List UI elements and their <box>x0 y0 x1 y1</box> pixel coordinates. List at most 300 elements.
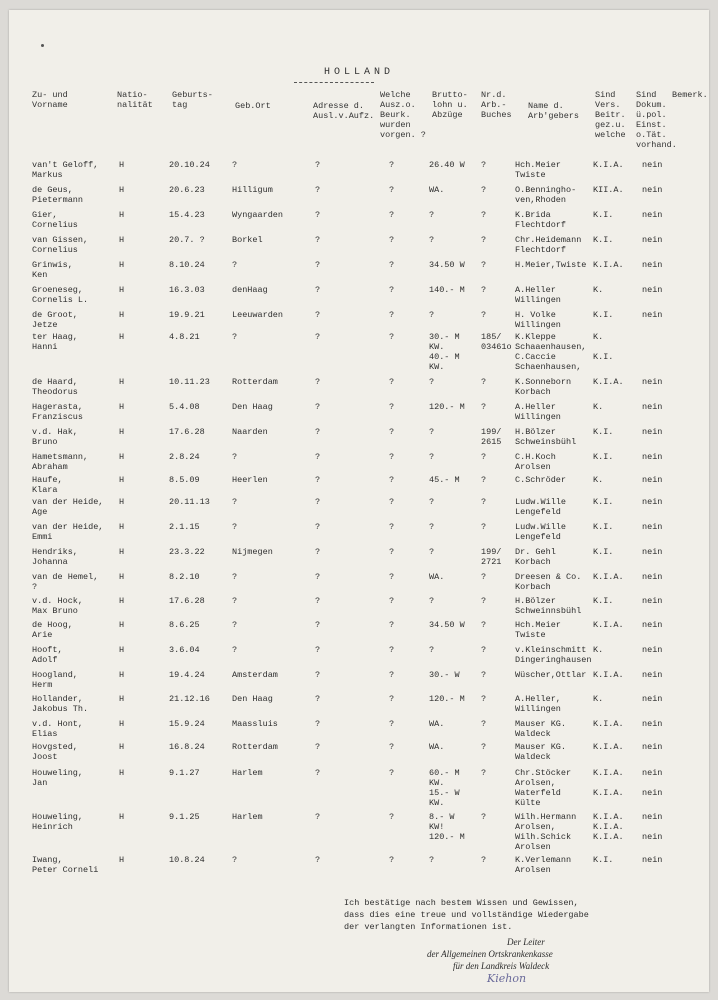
cell-nat: H <box>119 210 125 220</box>
cell-dob: 3.6.04 <box>169 645 200 655</box>
cell-cert: ? <box>389 185 395 195</box>
table-row <box>9 285 709 311</box>
cell-book: 185/ 03461o <box>481 332 512 352</box>
cell-place: Den Haag <box>232 402 273 412</box>
table-row <box>9 235 709 261</box>
cell-cert: ? <box>389 260 395 270</box>
cell-dob: 17.6.28 <box>169 427 205 437</box>
cell-emp: A.Heller Willingen <box>515 402 561 422</box>
cell-ins: K.I. <box>593 210 614 220</box>
cell-addr: ? <box>315 497 321 507</box>
cell-book: ? <box>481 719 487 729</box>
cell-book: ? <box>481 160 487 170</box>
cell-dob: 17.6.28 <box>169 596 205 606</box>
cell-name: van't Geloff, Markus <box>32 160 99 180</box>
cell-docs: nein nein <box>642 768 663 798</box>
cell-cert: ? <box>389 812 395 822</box>
cell-place: Maassluis <box>232 719 278 729</box>
cell-wage: 34.50 W <box>429 620 465 630</box>
cell-emp: O.Benninghо- ven,Rhoden <box>515 185 577 205</box>
cell-emp: K.Verlemann Arolsen <box>515 855 572 875</box>
cell-cert: ? <box>389 310 395 320</box>
cell-docs: nein <box>642 185 663 195</box>
cell-nat: H <box>119 452 125 462</box>
cell-docs: nein <box>642 427 663 437</box>
cell-ins: K.I. <box>593 452 614 462</box>
cell-docs: nein <box>642 719 663 729</box>
cell-nat: H <box>119 742 125 752</box>
table-row <box>9 160 709 186</box>
cell-cert: ? <box>389 547 395 557</box>
cell-place: ? <box>232 855 238 865</box>
cell-wage: ? <box>429 427 435 437</box>
cell-addr: ? <box>315 285 321 295</box>
cell-addr: ? <box>315 260 321 270</box>
cell-nat: H <box>119 285 125 295</box>
cell-book: ? <box>481 645 487 655</box>
signature-title: Der Leiter <box>507 937 545 947</box>
cell-addr: ? <box>315 427 321 437</box>
cell-name: v.d. Hock, Max Bruno <box>32 596 84 616</box>
cell-nat: H <box>119 855 125 865</box>
cell-place: Heerlen <box>232 475 268 485</box>
cell-cert: ? <box>389 427 395 437</box>
cell-dob: 20.11.13 <box>169 497 210 507</box>
cell-emp: A.Heller Willingen <box>515 285 561 305</box>
cell-wage: 26.40 W <box>429 160 465 170</box>
cell-book: ? <box>481 285 487 295</box>
cell-book: ? <box>481 235 487 245</box>
title-underline <box>294 82 374 83</box>
cell-wage: 8.- W KW! 120.- M <box>429 812 465 842</box>
cell-dob: 8.6.25 <box>169 620 200 630</box>
header-wage: Brutto- lohn u. Abzüge <box>432 90 468 120</box>
cell-docs: nein <box>642 670 663 680</box>
cell-nat: H <box>119 620 125 630</box>
cell-name: Hovgsted, Joost <box>32 742 78 762</box>
cell-cert: ? <box>389 596 395 606</box>
cell-place: ? <box>232 332 238 342</box>
cell-dob: 19.9.21 <box>169 310 205 320</box>
cell-docs: nein <box>642 402 663 412</box>
header-birthdate: Geburts- tag <box>172 90 213 110</box>
header-remarks: Bemerk. <box>672 90 708 100</box>
cell-place: Hilligum <box>232 185 273 195</box>
cell-name: Groeneseg, Cornelis L. <box>32 285 89 305</box>
cell-addr: ? <box>315 742 321 752</box>
cell-docs: nein <box>642 260 663 270</box>
cell-wage: ? <box>429 452 435 462</box>
cell-ins: K.I.A. <box>593 719 624 729</box>
cell-emp: K.Brida Flechtdorf <box>515 210 567 230</box>
cell-place: Wyngaarden <box>232 210 284 220</box>
cell-place: ? <box>232 497 238 507</box>
table-row <box>9 260 709 286</box>
cell-docs: nein <box>642 377 663 387</box>
cell-docs: nein <box>642 452 663 462</box>
cell-ins: K.I. <box>593 522 614 532</box>
cell-name: van Gissen, Cornelius <box>32 235 89 255</box>
cell-dob: 16.8.24 <box>169 742 205 752</box>
table-row <box>9 377 709 403</box>
cell-book: ? <box>481 377 487 387</box>
cell-name: Houweling, Heinrich <box>32 812 84 832</box>
cell-emp: Mauser KG. Waldeck <box>515 742 567 762</box>
cell-place: ? <box>232 260 238 270</box>
cell-book: ? <box>481 855 487 865</box>
cell-name: de Groot, Jetze <box>32 310 78 330</box>
table-row <box>9 694 709 720</box>
cell-addr: ? <box>315 402 321 412</box>
cell-wage: ? <box>429 522 435 532</box>
cell-nat: H <box>119 497 125 507</box>
cell-cert: ? <box>389 452 395 462</box>
cell-nat: H <box>119 812 125 822</box>
cell-cert: ? <box>389 694 395 704</box>
cell-name: Hollander, Jakobus Th. <box>32 694 89 714</box>
cell-dob: 23.3.22 <box>169 547 205 557</box>
cell-ins: K. <box>593 694 604 704</box>
header-birthplace: Geb.Ort <box>235 101 271 111</box>
cell-book: 199/ 2721 <box>481 547 502 567</box>
cell-ins: K.I. <box>593 855 614 865</box>
cell-name: Hoogland, Herm <box>32 670 78 690</box>
cell-ins: K.I.A. <box>593 377 624 387</box>
cell-dob: 9.1.25 <box>169 812 200 822</box>
cell-nat: H <box>119 377 125 387</box>
header-insurance: Sind Vers. Beitr. gez.u. welche <box>595 90 626 140</box>
cell-addr: ? <box>315 855 321 865</box>
cell-ins: K.I.A. <box>593 620 624 630</box>
cell-emp: C.Schröder <box>515 475 567 485</box>
cell-cert: ? <box>389 768 395 778</box>
cell-dob: 20.7. ? <box>169 235 205 245</box>
cell-book: ? <box>481 572 487 582</box>
cell-ins: K.I.A. <box>593 160 624 170</box>
cell-addr: ? <box>315 620 321 630</box>
cell-emp: Ludw.Wille Lengefeld <box>515 497 567 517</box>
cell-wage: WA. <box>429 572 445 582</box>
cell-addr: ? <box>315 719 321 729</box>
cell-wage: 30.- M KW. 40.- M KW. <box>429 332 460 372</box>
cell-name: ter Haag, Hanni <box>32 332 78 352</box>
cell-name: Grinwis, Ken <box>32 260 73 280</box>
cell-place: Borkel <box>232 235 263 245</box>
cell-emp: v.Kleinschmitt Dingeringhausen <box>515 645 592 665</box>
cell-emp: K.Sonneborn Korbach <box>515 377 572 397</box>
cell-cert: ? <box>389 855 395 865</box>
cell-emp: Ludw.Wille Lengefeld <box>515 522 567 542</box>
cell-ins: K.I.A. K.I.A. K.I.A. <box>593 812 624 842</box>
cell-wage: WA. <box>429 742 445 752</box>
cell-ins: K. <box>593 285 604 295</box>
cell-book: ? <box>481 210 487 220</box>
cell-emp: H.Meier,Twiste <box>515 260 587 270</box>
cell-wage: ? <box>429 310 435 320</box>
cell-ins: K.I.A. <box>593 670 624 680</box>
cell-docs: nein <box>642 694 663 704</box>
cell-nat: H <box>119 185 125 195</box>
cell-ins: K.I. <box>593 596 614 606</box>
cell-book: ? <box>481 670 487 680</box>
cell-docs: nein <box>642 547 663 557</box>
cell-dob: 20.10.24 <box>169 160 210 170</box>
cell-addr: ? <box>315 812 321 822</box>
cell-cert: ? <box>389 235 395 245</box>
cell-name: Hametsmann, Abraham <box>32 452 89 472</box>
signature-district: für den Landkreis Waldeck <box>453 961 550 971</box>
cell-ins: K.I. <box>593 497 614 507</box>
table-row <box>9 332 709 372</box>
cell-dob: 15.4.23 <box>169 210 205 220</box>
ink-speck <box>41 44 44 47</box>
cell-dob: 15.9.24 <box>169 719 205 729</box>
cell-emp: Dr. Gehl Korbach <box>515 547 556 567</box>
cell-book: ? <box>481 768 487 778</box>
table-row <box>9 497 709 523</box>
cell-nat: H <box>119 402 125 412</box>
cell-docs: nein nein <box>642 812 663 842</box>
cell-book: ? <box>481 812 487 822</box>
cell-place: Harlem <box>232 768 263 778</box>
cell-nat: H <box>119 596 125 606</box>
cell-addr: ? <box>315 572 321 582</box>
header-employer: Name d. Arb'gebers <box>528 101 580 121</box>
cell-docs: nein <box>642 645 663 655</box>
cell-addr: ? <box>315 670 321 680</box>
cell-addr: ? <box>315 235 321 245</box>
cell-nat: H <box>119 160 125 170</box>
cell-name: Hagerasta, Franziscus <box>32 402 84 422</box>
cell-dob: 10.11.23 <box>169 377 210 387</box>
header-name: Zu- und Vorname <box>32 90 68 110</box>
cell-place: Naarden <box>232 427 268 437</box>
document-page <box>9 10 709 992</box>
cell-docs: nein <box>642 160 663 170</box>
cell-nat: H <box>119 522 125 532</box>
cell-docs: nein <box>642 497 663 507</box>
cell-place: ? <box>232 572 238 582</box>
cell-place: Den Haag <box>232 694 273 704</box>
table-row <box>9 596 709 622</box>
cell-emp: Mauser KG. Waldeck <box>515 719 567 739</box>
header-nationality: Natio- nalität <box>117 90 153 110</box>
cell-emp: Chr.Stöcker Arolsen, Waterfeld Külte <box>515 768 572 808</box>
cell-place: Rotterdam <box>232 742 278 752</box>
cell-nat: H <box>119 427 125 437</box>
cell-emp: H. Volke Willingen <box>515 310 561 330</box>
cell-book: ? <box>481 452 487 462</box>
cell-docs: nein <box>642 210 663 220</box>
cell-name: Gier, Cornelius <box>32 210 78 230</box>
cell-ins: K.I. <box>593 547 614 557</box>
cell-place: ? <box>232 596 238 606</box>
cell-name: Hooft, Adolf <box>32 645 63 665</box>
cell-name: Iwang, Peter Corneli <box>32 855 99 875</box>
cell-cert: ? <box>389 497 395 507</box>
table-row <box>9 620 709 646</box>
table-row <box>9 185 709 211</box>
cell-wage: 120.- M <box>429 694 465 704</box>
cell-cert: ? <box>389 522 395 532</box>
cell-book: ? <box>481 596 487 606</box>
table-row <box>9 768 709 808</box>
cell-cert: ? <box>389 742 395 752</box>
cell-addr: ? <box>315 210 321 220</box>
cell-emp: Dreesen & Co. Korbach <box>515 572 582 592</box>
cell-addr: ? <box>315 596 321 606</box>
page-title: HOLLAND <box>323 67 394 78</box>
cell-cert: ? <box>389 160 395 170</box>
handwritten-signature: Kiehon <box>487 972 527 985</box>
cell-docs: nein <box>642 285 663 295</box>
cell-wage: 45.- M <box>429 475 460 485</box>
cell-dob: 10.8.24 <box>169 855 205 865</box>
cell-wage: 60.- M KW. 15.- W KW. <box>429 768 460 808</box>
cell-dob: 8.5.09 <box>169 475 200 485</box>
table-row <box>9 742 709 768</box>
cell-docs: nein <box>642 310 663 320</box>
cell-nat: H <box>119 768 125 778</box>
cell-nat: H <box>119 719 125 729</box>
cell-book: ? <box>481 185 487 195</box>
cell-place: Rotterdam <box>232 377 278 387</box>
cell-emp: A.Heller, Willingen <box>515 694 561 714</box>
cell-docs: nein <box>642 522 663 532</box>
cell-nat: H <box>119 572 125 582</box>
cell-place: ? <box>232 645 238 655</box>
cell-dob: 21.12.16 <box>169 694 210 704</box>
cell-emp: H.Bölzer Schweinsbühl <box>515 427 577 447</box>
cell-ins: KII.A. <box>593 185 624 195</box>
cell-name: Hendriks, Johanna <box>32 547 78 567</box>
cell-wage: ? <box>429 855 435 865</box>
cell-ins: K.I.A. <box>593 260 624 270</box>
cell-wage: 34.50 W <box>429 260 465 270</box>
cell-place: Harlem <box>232 812 263 822</box>
cell-nat: H <box>119 694 125 704</box>
cell-cert: ? <box>389 670 395 680</box>
cell-book: ? <box>481 522 487 532</box>
header-workbook: Nr.d. Arb.- Buches <box>481 90 512 120</box>
cell-cert: ? <box>389 285 395 295</box>
cell-wage: ? <box>429 210 435 220</box>
cell-ins: K. K.I. <box>593 332 614 362</box>
cell-wage: ? <box>429 377 435 387</box>
cell-book: ? <box>481 742 487 752</box>
cell-nat: H <box>119 547 125 557</box>
table-row <box>9 855 709 881</box>
cell-dob: 20.6.23 <box>169 185 205 195</box>
cell-emp: Wilh.Hermann Arolsen, Wilh.Schick Arolsen <box>515 812 577 852</box>
cell-name: Houweling, Jan <box>32 768 84 788</box>
cell-ins: K. <box>593 475 604 485</box>
cell-cert: ? <box>389 377 395 387</box>
table-row <box>9 812 709 852</box>
cell-wage: 140.- M <box>429 285 465 295</box>
cell-addr: ? <box>315 160 321 170</box>
cell-place: ? <box>232 522 238 532</box>
cell-docs: nein <box>642 620 663 630</box>
cell-name: v.d. Hont, Elias <box>32 719 84 739</box>
cell-dob: 8.10.24 <box>169 260 205 270</box>
cell-ins: K.I.A. <box>593 742 624 752</box>
table-row <box>9 522 709 548</box>
cell-nat: H <box>119 645 125 655</box>
certification-text: Ich bestätige nach bestem Wissen und Gewissen, dass dies eine treue und vollständige Wiedergabe der verlangten Informationen ist. <box>344 898 589 932</box>
cell-nat: H <box>119 260 125 270</box>
cell-addr: ? <box>315 522 321 532</box>
cell-cert: ? <box>389 620 395 630</box>
cell-ins: K. <box>593 645 604 655</box>
cell-cert: ? <box>389 572 395 582</box>
cell-wage: ? <box>429 596 435 606</box>
cell-name: v.d. Hak, Bruno <box>32 427 78 447</box>
table-row <box>9 547 709 573</box>
cell-place: Nijmegen <box>232 547 273 557</box>
cell-ins: K.I.A. <box>593 572 624 582</box>
cell-ins: K.I. <box>593 427 614 437</box>
cell-cert: ? <box>389 210 395 220</box>
cell-dob: 9.1.27 <box>169 768 200 778</box>
cell-docs: nein <box>642 572 663 582</box>
cell-addr: ? <box>315 332 321 342</box>
table-row <box>9 427 709 453</box>
cell-wage: ? <box>429 497 435 507</box>
cell-name: van der Heide, Age <box>32 497 104 517</box>
cell-nat: H <box>119 235 125 245</box>
cell-emp: C.H.Koch Arolsen <box>515 452 556 472</box>
cell-addr: ? <box>315 645 321 655</box>
cell-addr: ? <box>315 310 321 320</box>
cell-nat: H <box>119 332 125 342</box>
cell-emp: Hch.Meier Twiste <box>515 160 561 180</box>
cell-emp: Hch.Meier Twiste <box>515 620 561 640</box>
cell-place: ? <box>232 620 238 630</box>
cell-book: ? <box>481 310 487 320</box>
cell-wage: ? <box>429 547 435 557</box>
cell-book: ? <box>481 402 487 412</box>
cell-emp: K.Kleppe Schaaenhausen, C.Caccie Schaenhausen, <box>515 332 587 372</box>
signature-organization: der Allgemeinen Ortskrankenkasse <box>427 949 553 959</box>
cell-addr: ? <box>315 768 321 778</box>
table-row <box>9 645 709 671</box>
cell-name: van der Heide, Emmi <box>32 522 104 542</box>
cell-name: de Hoog, Arie <box>32 620 73 640</box>
cell-addr: ? <box>315 452 321 462</box>
cell-ins: K.I. <box>593 235 614 245</box>
cell-place: Leeuwarden <box>232 310 284 320</box>
cell-dob: 5.4.08 <box>169 402 200 412</box>
cell-docs: nein <box>642 235 663 245</box>
cell-wage: 30.- W <box>429 670 460 680</box>
cell-name: Haufe, Klara <box>32 475 63 495</box>
cell-ins: K. <box>593 402 604 412</box>
cell-wage: WA. <box>429 185 445 195</box>
cell-name: de Haard, Theodorus <box>32 377 78 397</box>
cell-addr: ? <box>315 185 321 195</box>
cell-nat: H <box>119 670 125 680</box>
cell-place: ? <box>232 452 238 462</box>
cell-place: denHaag <box>232 285 268 295</box>
header-certificates: Welche Ausz.o. Beurk. wurden vorgen. ? <box>380 90 426 140</box>
cell-emp: Wüscher,Ottlar <box>515 670 587 680</box>
cell-docs: nein <box>642 742 663 752</box>
cell-wage: ? <box>429 645 435 655</box>
cell-book: 199/ 2615 <box>481 427 502 447</box>
cell-ins: K.I. <box>593 310 614 320</box>
header-address: Adresse d. Ausl.v.Aufz. <box>313 101 375 121</box>
